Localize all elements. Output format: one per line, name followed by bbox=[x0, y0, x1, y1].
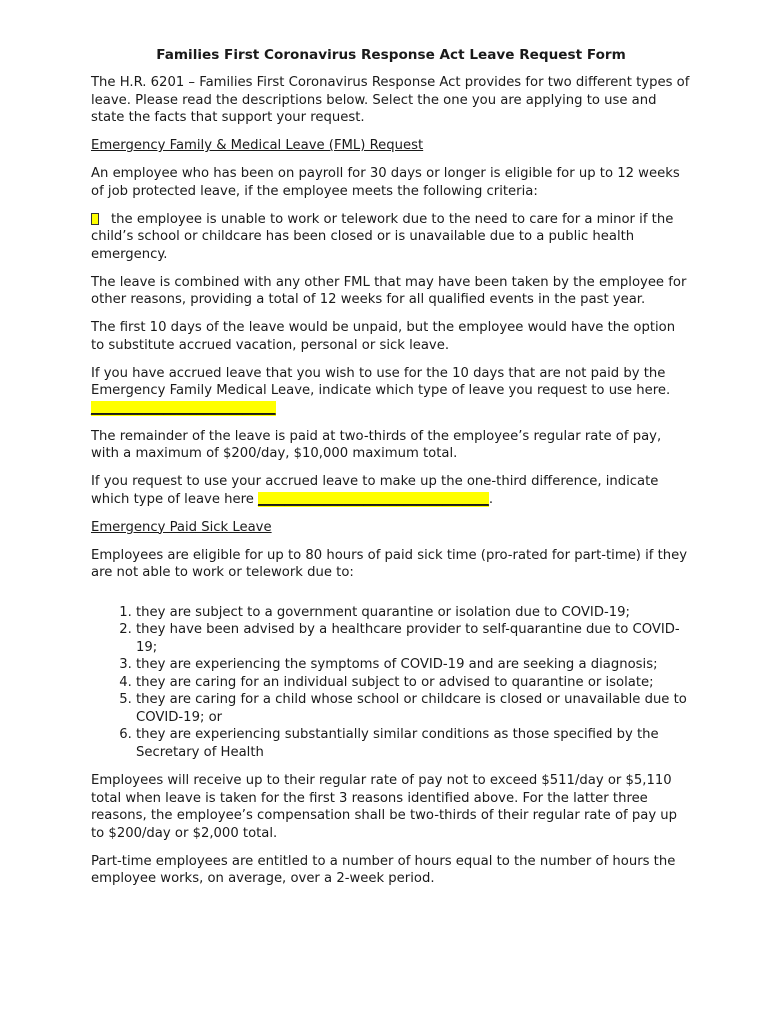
form-title: Families First Coronavirus Response Act Leave Request Form bbox=[156, 47, 626, 63]
fml-difference-paragraph bbox=[91, 473, 691, 508]
fml-remainder: The remainder of the leave is paid at two-thirds of the employee’s regular rate of pay, with a maximum of $200/day, $10,000 maximum total. bbox=[91, 428, 662, 461]
fml-difference-end: . bbox=[488, 491, 494, 507]
fml-unpaid: The first 10 days of the leave would be unpaid, but the employee would have the option to substitute accrued vacation, personal or sick leave. bbox=[91, 320, 676, 353]
document-body bbox=[91, 46, 691, 898]
sick-eligibility: Employees are eligible for up to 80 hours of paid sick time (pro-rated for part-time) if they are not able to work or telework due to: bbox=[91, 547, 688, 580]
fml-combined: The leave is combined with any other FML that may have been taken by the employee for other reasons, providing a total of 12 weeks for all qualified events in the past year. bbox=[91, 274, 687, 307]
list-item: 4. they are caring for an individual subject to or advised to quarantine or isolate; bbox=[136, 674, 691, 692]
list-item: 3. they are experiencing the symptoms of COVID-19 and are seeking a diagnosis; bbox=[136, 656, 691, 674]
fml-eligibility: An employee who has been on payroll for 30 days or longer is eligible for up to 12 weeks of job protected leave, if the employee meets the following criteria: bbox=[91, 166, 680, 199]
fml-criteria-item bbox=[91, 211, 691, 264]
accrued-leave-field[interactable]: ____________________________ bbox=[91, 400, 276, 416]
sick-parttime: Part-time employees are entitled to a number of hours equal to the number of hours the employee works, on average, over a 2-week period. bbox=[91, 853, 676, 886]
sick-heading: Emergency Paid Sick Leave bbox=[91, 519, 272, 535]
list-item: 6. they are experiencing substantially similar conditions as those specified by the Secretary of Health bbox=[136, 726, 691, 761]
fml-accrued-text: If you have accrued leave that you wish to use for the 10 days that are not paid by the Emergency Family Medical Leave, indicate which type of leave you request to use here. bbox=[91, 365, 671, 398]
list-item: 2. they have been advised by a healthcare provider to self-quarantine due to COVID-19; bbox=[136, 621, 691, 656]
list-item: 5. they are caring for a child whose school or childcare is closed or unavailable due to COVID-19; or bbox=[136, 691, 691, 726]
fml-accrued-paragraph bbox=[91, 365, 691, 418]
checkbox-icon[interactable] bbox=[91, 213, 99, 225]
difference-leave-field[interactable]: ___________________________________ bbox=[258, 491, 489, 507]
fml-difference-text: If you request to use your accrued leave to make up the one-third difference, indicate which type of leave here bbox=[91, 474, 659, 507]
sick-reasons-list bbox=[91, 604, 691, 762]
fml-criteria-text: the employee is unable to work or telework due to the need to care for a minor if the child’s school or childcare has been closed or is unavailable due to a public health emergency. bbox=[91, 211, 674, 262]
sick-pay: Employees will receive up to their regular rate of pay not to exceed $511/day or $5,110 total when leave is taken for the first 3 reasons identified above. For the latter three reasons, the employee’s compensation shall be two-thirds of their regular rate of pay up to $200/day or $2,000 total. bbox=[91, 773, 678, 841]
list-item: 1. they are subject to a government quarantine or isolation due to COVID-19; bbox=[136, 604, 691, 622]
fml-heading: Emergency Family & Medical Leave (FML) Request bbox=[91, 138, 424, 153]
intro-paragraph: The H.R. 6201 – Families First Coronavirus Response Act provides for two different types of leave. Please read the descriptions below. Select the one you are applying to use and state the facts that support your request. bbox=[91, 75, 690, 125]
